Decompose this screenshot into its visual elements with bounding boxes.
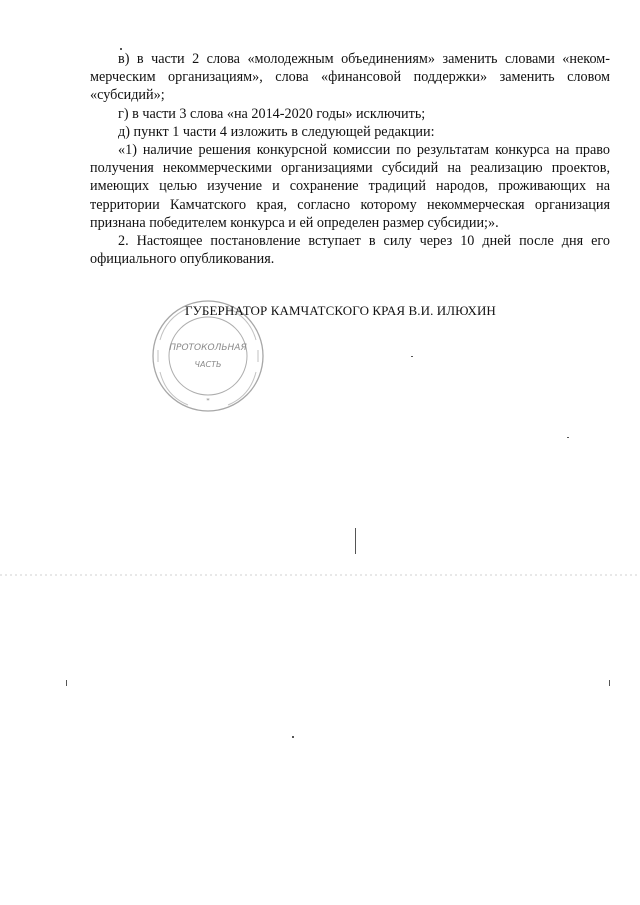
paragraph-g: г) в части 3 слова «на 2014-2020 годы» исключить;	[118, 105, 426, 122]
svg-text:*: *	[206, 397, 210, 405]
scan-mark	[567, 437, 569, 438]
signature-line: ГУБЕРНАТОР КАМЧАТСКОГО КРАЯ В.И. ИЛЮХИН	[185, 303, 496, 318]
scan-mark	[609, 680, 610, 686]
scan-mark	[66, 680, 67, 686]
paragraph-d: д) пункт 1 части 4 изложить в следующей редакции:	[118, 123, 435, 140]
document-body	[90, 50, 610, 268]
scan-mark	[355, 528, 356, 554]
paragraph-effective: 2. Настоящее постановление вступает в силу через 10 дней после дня его официального опубликования.	[90, 233, 610, 268]
paragraph-v: в) в части 2 слова «молодежным объединениям» заменить словами «неком-мерческим организациям», слова «финансовой поддержки» заменить словом «субсидий»;	[90, 51, 610, 104]
scan-artifact-line	[0, 574, 640, 576]
stamp-text-line2: ЧАСТЬ	[194, 360, 222, 369]
scan-mark	[120, 48, 122, 50]
scan-mark	[292, 736, 294, 738]
paragraph-quote: «1) наличие решения конкурсной комиссии по результатам конкурса на право получения некоммерческими организациями субсидий на реализацию проектов, имеющих целью изучение и сохранение традиций народов, проживающих на территории Камчатского края, согласно которому некоммерческая организация признана победителем конкурса и ей определен размер субсидии;».	[90, 142, 610, 231]
scan-mark	[411, 356, 413, 357]
stamp-text-line1: ПРОТОКОЛЬНАЯ	[169, 343, 247, 353]
